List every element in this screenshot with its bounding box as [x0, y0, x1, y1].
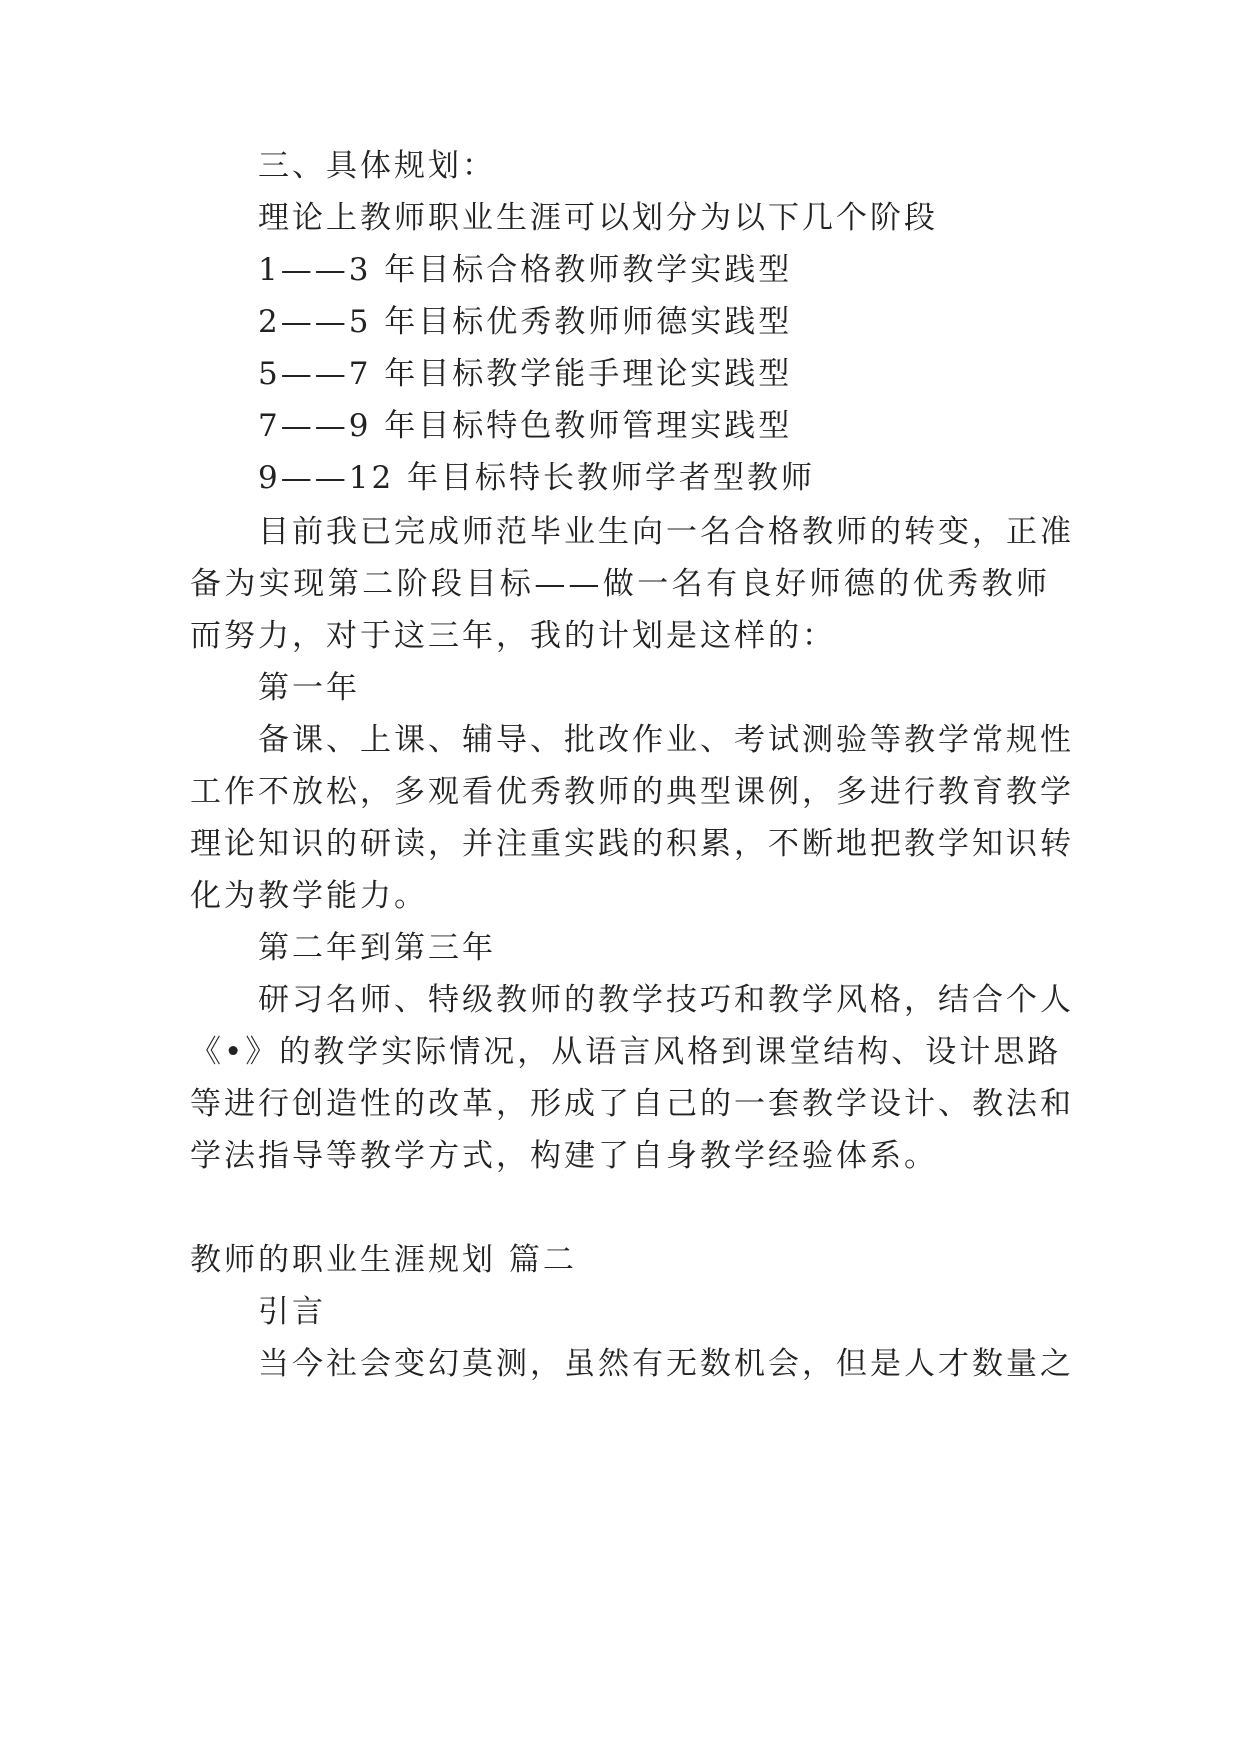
- part-title: 教师的职业生涯规划 篇二: [190, 1242, 577, 1278]
- stage-item: 9——12 年目标特长教师学者型教师: [258, 460, 816, 496]
- section-heading: 三、具体规划：: [258, 148, 496, 184]
- paragraph-line: 工作不放松，多观看优秀教师的典型课例，多进行教育教学: [190, 774, 1074, 810]
- paragraph-line: 化为教学能力。: [190, 878, 428, 914]
- paragraph-line: 等进行创造性的改革，形成了自己的一套教学设计、教法和: [190, 1086, 1074, 1122]
- year2-heading: 第二年到第三年: [258, 930, 496, 966]
- stages-intro: 理论上教师职业生涯可以划分为以下几个阶段: [258, 200, 938, 236]
- paragraph-line: 而努力，对于这三年，我的计划是这样的：: [190, 618, 836, 654]
- paragraph-line: 理论知识的研读，并注重实践的积累，不断地把教学知识转: [190, 826, 1074, 862]
- stage-item: 7——9 年目标特色教师管理实践型: [258, 408, 793, 444]
- stage-item: 2——5 年目标优秀教师师德实践型: [258, 304, 793, 340]
- paragraph-line: 备为实现第二阶段目标——做一名有良好师德的优秀教师: [190, 566, 1050, 602]
- paragraph-line: 目前我已完成师范毕业生向一名合格教师的转变，正准: [258, 514, 1074, 550]
- year1-heading: 第一年: [258, 670, 360, 706]
- stage-item: 1——3 年目标合格教师教学实践型: [258, 252, 793, 288]
- intro-heading: 引言: [258, 1294, 326, 1330]
- paragraph-line: 《•》的教学实际情况，从语言风格到课堂结构、设计思路: [190, 1034, 1062, 1070]
- paragraph-line: 研习名师、特级教师的教学技巧和教学风格，结合个人: [258, 982, 1074, 1018]
- paragraph-line: 备课、上课、辅导、批改作业、考试测验等教学常规性: [258, 722, 1074, 758]
- paragraph-line: 学法指导等教学方式，构建了自身教学经验体系。: [190, 1138, 938, 1174]
- paragraph-line: 当今社会变幻莫测，虽然有无数机会，但是人才数量之: [258, 1346, 1074, 1382]
- stage-item: 5——7 年目标教学能手理论实践型: [258, 356, 793, 392]
